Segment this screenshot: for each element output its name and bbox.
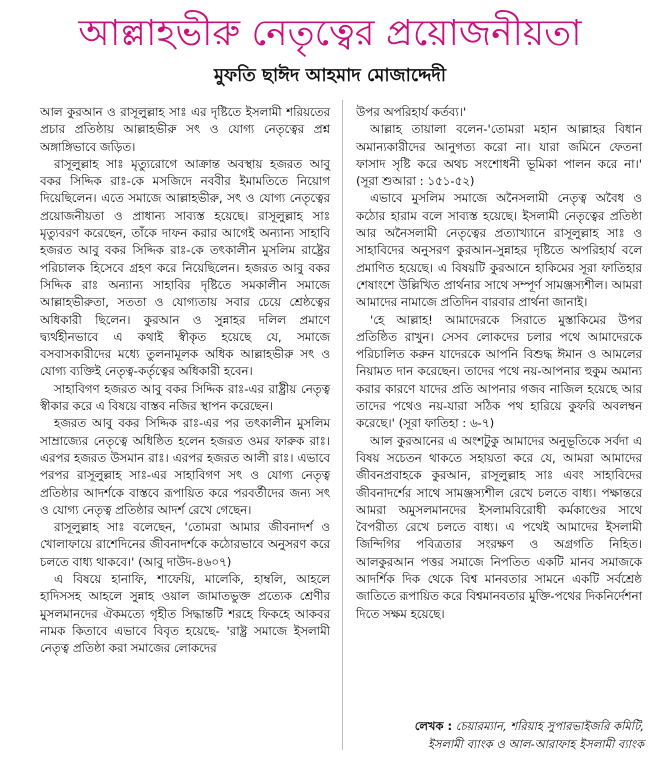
- article-author: মুফতি ছাঈদ আহমাদ মোজাদ্দেদী: [213, 65, 447, 86]
- paragraph: এ বিষয়ে হানাফি, শাফেয়ি, মালেকি, হাম্বলি, আহলে হাদিসসহ আহলে সুন্নাহ ওয়াল জামাতভুক্ত প্রত্যেক শ্রেণীর মুসলমানদের ঐকমত্যে গৃহীত সিদ্ধান্তটি শরহে ফিকহে আকবর নামক কিতাবে এভাবে বিবৃত হয়েছে- 'রাষ্ট্র সমাজে ইসলামী নেতৃত্ব প্রতিষ্ঠা করা সমাজের লোকদের: [40, 572, 330, 656]
- right-column: [356, 104, 642, 623]
- article-title: আল্লাহভীরু নেতৃত্বের প্রয়োজনীয়তা: [78, 13, 582, 54]
- author-credit: [356, 717, 644, 753]
- author-credit-line2: ইসলামী ব্যাংক ও আল-আরাফাহ ইসলামী ব্যাংক: [427, 737, 644, 751]
- author-credit-line1: চেয়ারম্যান, শরিয়াহ সুপারভাইজরি কমিটি,: [455, 719, 644, 733]
- paragraph: রাসূলুল্লাহ সাঃ মৃত্যুরোগে আক্রান্ত অবস্থায় হজরত আবু বকর সিদ্দিক রাঃ-কে মসজিদে নববীর ইমামতিতে নিয়োগ দিয়েছিলেন। এতে সমাজে আল্লাহভীরু, সৎ ও যোগ্য নেতৃত্বের প্রয়োজনীয়তা ও প্রাধান্য সাব্যস্ত হয়েছে। রাসূলুল্লাহ সাঃ মৃত্যুবরণ করেছেন, তাঁকে দাফন করার আগেই অন্যান্য সাহাবি হজরত আবু বকর সিদ্দিক রাঃ-কে তৎকালীন মুসলিম রাষ্ট্রের পরিচালক হিসেবে গ্রহণ করে নিয়েছিলেন। হজরত আবু বকর সিদ্দিক রাঃ অন্যান্য সাহাবির দৃষ্টিতে সমকালীন সমাজে আল্লাহভীরুতা, সততা ও যোগ্যতায় সবার চেয়ে শ্রেষ্ঠত্বের অধিকারী ছিলেন। কুরআন ও সুন্নাহর দলিল প্রমাণে দ্ব্যর্থহীনভাবে এ কথাই স্বীকৃত হয়েছে যে, সমাজে বসবাসকারীদের মধ্যে তুলনামূলক অধিক আল্লাহভীরু সৎ ও যোগ্য ব্যক্তিই নেতৃত্ব-কর্তৃত্বের অধিকারী হবেন।: [40, 156, 330, 379]
- paragraph: সাহাবিগণ হজরত আবু বকর সিদ্দিক রাঃ-এর রাষ্ট্রীয় নেতৃত্ব স্বীকার করে এ বিষয়ে বাস্তব নজির স্থাপন করেছেন।: [40, 381, 330, 414]
- paragraph: এভাবে মুসলিম সমাজে অনৈসলামী নেতৃত্ব অবৈধ ও কঠোর হারাম বলে সাব্যস্ত হয়েছে। ইসলামী নেতৃত্বের প্রতিষ্ঠা আর অনৈসলামী নেতৃত্বের প্রত্যাখ্যানে রাসূলুল্লাহ সাঃ ও সাহাবিদের অনুসরণ কুরআন-সুন্নাহর দৃষ্টিতে অপরিহার্য বলে প্রমাণিত হয়েছে। এ বিষয়টি কুরআনে হাকিমের সূরা ফাতিহার শেষাংশে উল্লিখিত প্রার্থনার সাথে সম্পূর্ণ সামঞ্জস্যশীল। আমরা আমাদের নামাজে প্রতিদিন বারবার প্রার্থনা জানাই।: [356, 191, 642, 310]
- paragraph: আল কুরআনের এ অংশটুকু আমাদের অনুভূতিকে সর্বদা এ বিষয় সচেতন থাকতে সহায়তা করে যে, আমরা আমাদের জীবনপ্রবাহকে কুরআন, রাসূলুল্লাহ সাঃ এবং সাহাবিদের জীবনাদর্শের সাথে সামঞ্জস্যশীল রেখে চলতে বাধ্য। পক্ষান্তরে আমরা অমুসলমানদের ইসলামবিরোধী কর্মকাণ্ডের সাথে বৈপরীত্য রেখে চলতে বাধ্য। এ পথেই আমাদের ইসলামী জিন্দিগির পবিত্রতার সংরক্ষণ ও অগ্রগতি নিহিত। আলকুরআন পত্তর সমাজে নিপতিত একটি মানব সমাজকে আদর্শিক দিক থেকে বিশ্ব মানবতার সামনে একটি সর্বশ্রেষ্ঠ জাতিতে রূপায়িত করে বিশ্বমানবতার মুক্তি-পথের দিকনির্দেশনা দিতে সক্ষম হয়েছে।: [356, 433, 642, 621]
- paragraph: উপর অপরিহার্য কর্তব্য।': [356, 105, 467, 119]
- author-credit-label: লেখক :: [414, 719, 453, 733]
- paragraph: আল্লাহ তায়ালা বলেন-'তোমরা মহান আল্লাহর বিধান অমান্যকারীদের আনুগত্য করো না। যারা জমিনে ফেতনা ফাসাদ সৃষ্টি করে অথচ সংশোধনী ভূমিকা পালন করে না।' (সূরা শুআরা : ১৫১-৫২): [356, 122, 642, 189]
- paragraph: 'হে আল্লাহ! আমাদেরকে সিরাতে মুস্তাকিমের উপর প্রতিষ্ঠিত রাখুন। সেসব লোকদের চলার পথে আমাদেরকে পরিচালিত করুন যাদেরকে আপনি বিশুদ্ধ ঈমান ও আমলের নিয়ামত দান করেছেন। তাদের পথে নয়-আপনার হুকুম অমান্য করার কারণে যাদের প্রতি আপনার গজব নাজিল হয়েছে আর তাদের পথেও নয়-যারা সঠিক পথ হারিয়ে কুফরি অবলম্বন করেছে।' (সূরা ফাতিহা : ৬-৭): [356, 312, 642, 431]
- paragraph: হজরত আবু বকর সিদ্দিক রাঃ-এর পর তৎকালীন মুসলিম সাম্রাজ্যের নেতৃত্বে অধিষ্ঠিত হলেন হজরত ওমর ফারুক রাঃ। এরপর হজরত উসমান রাঃ। এরপর হজরত আলী রাঃ। এভাবে পরপর রাসূলুল্লাহ সাঃ-এর সাহাবিগণ সৎ ও যোগ্য নেতৃত্ব প্রতিষ্ঠার আদর্শকে বাস্তবে রূপায়িত করে পরবর্তীদের জন্য সৎ ও যোগ্য নেতৃত্ব প্রতিষ্ঠার আদর্শ রেখে গেছেন।: [40, 416, 330, 517]
- paragraph: রাসূলুল্লাহ সাঃ বলেছেন, 'তোমরা আমার জীবনাদর্শ ও খোলাফায়ে রাশেদিনের জীবনাদর্শকে কঠোরভাবে অনুসরণ করে চলতে বাধ্য থাকবে।' (আবু দাউদ-৪৬০৭): [40, 520, 330, 569]
- paragraph: আল কুরআন ও রাসূলুল্লাহ সাঃ এর দৃষ্টিতে ইসলামী শরিয়তের প্রচার প্রতিষ্ঠায় আল্লাহভীরু সৎ ও যোগ্য নেতৃত্বের প্রশ্ন অঙ্গাঙ্গিভাবে জড়িত।: [40, 105, 330, 154]
- left-column: [40, 104, 330, 658]
- column-divider: [342, 100, 343, 750]
